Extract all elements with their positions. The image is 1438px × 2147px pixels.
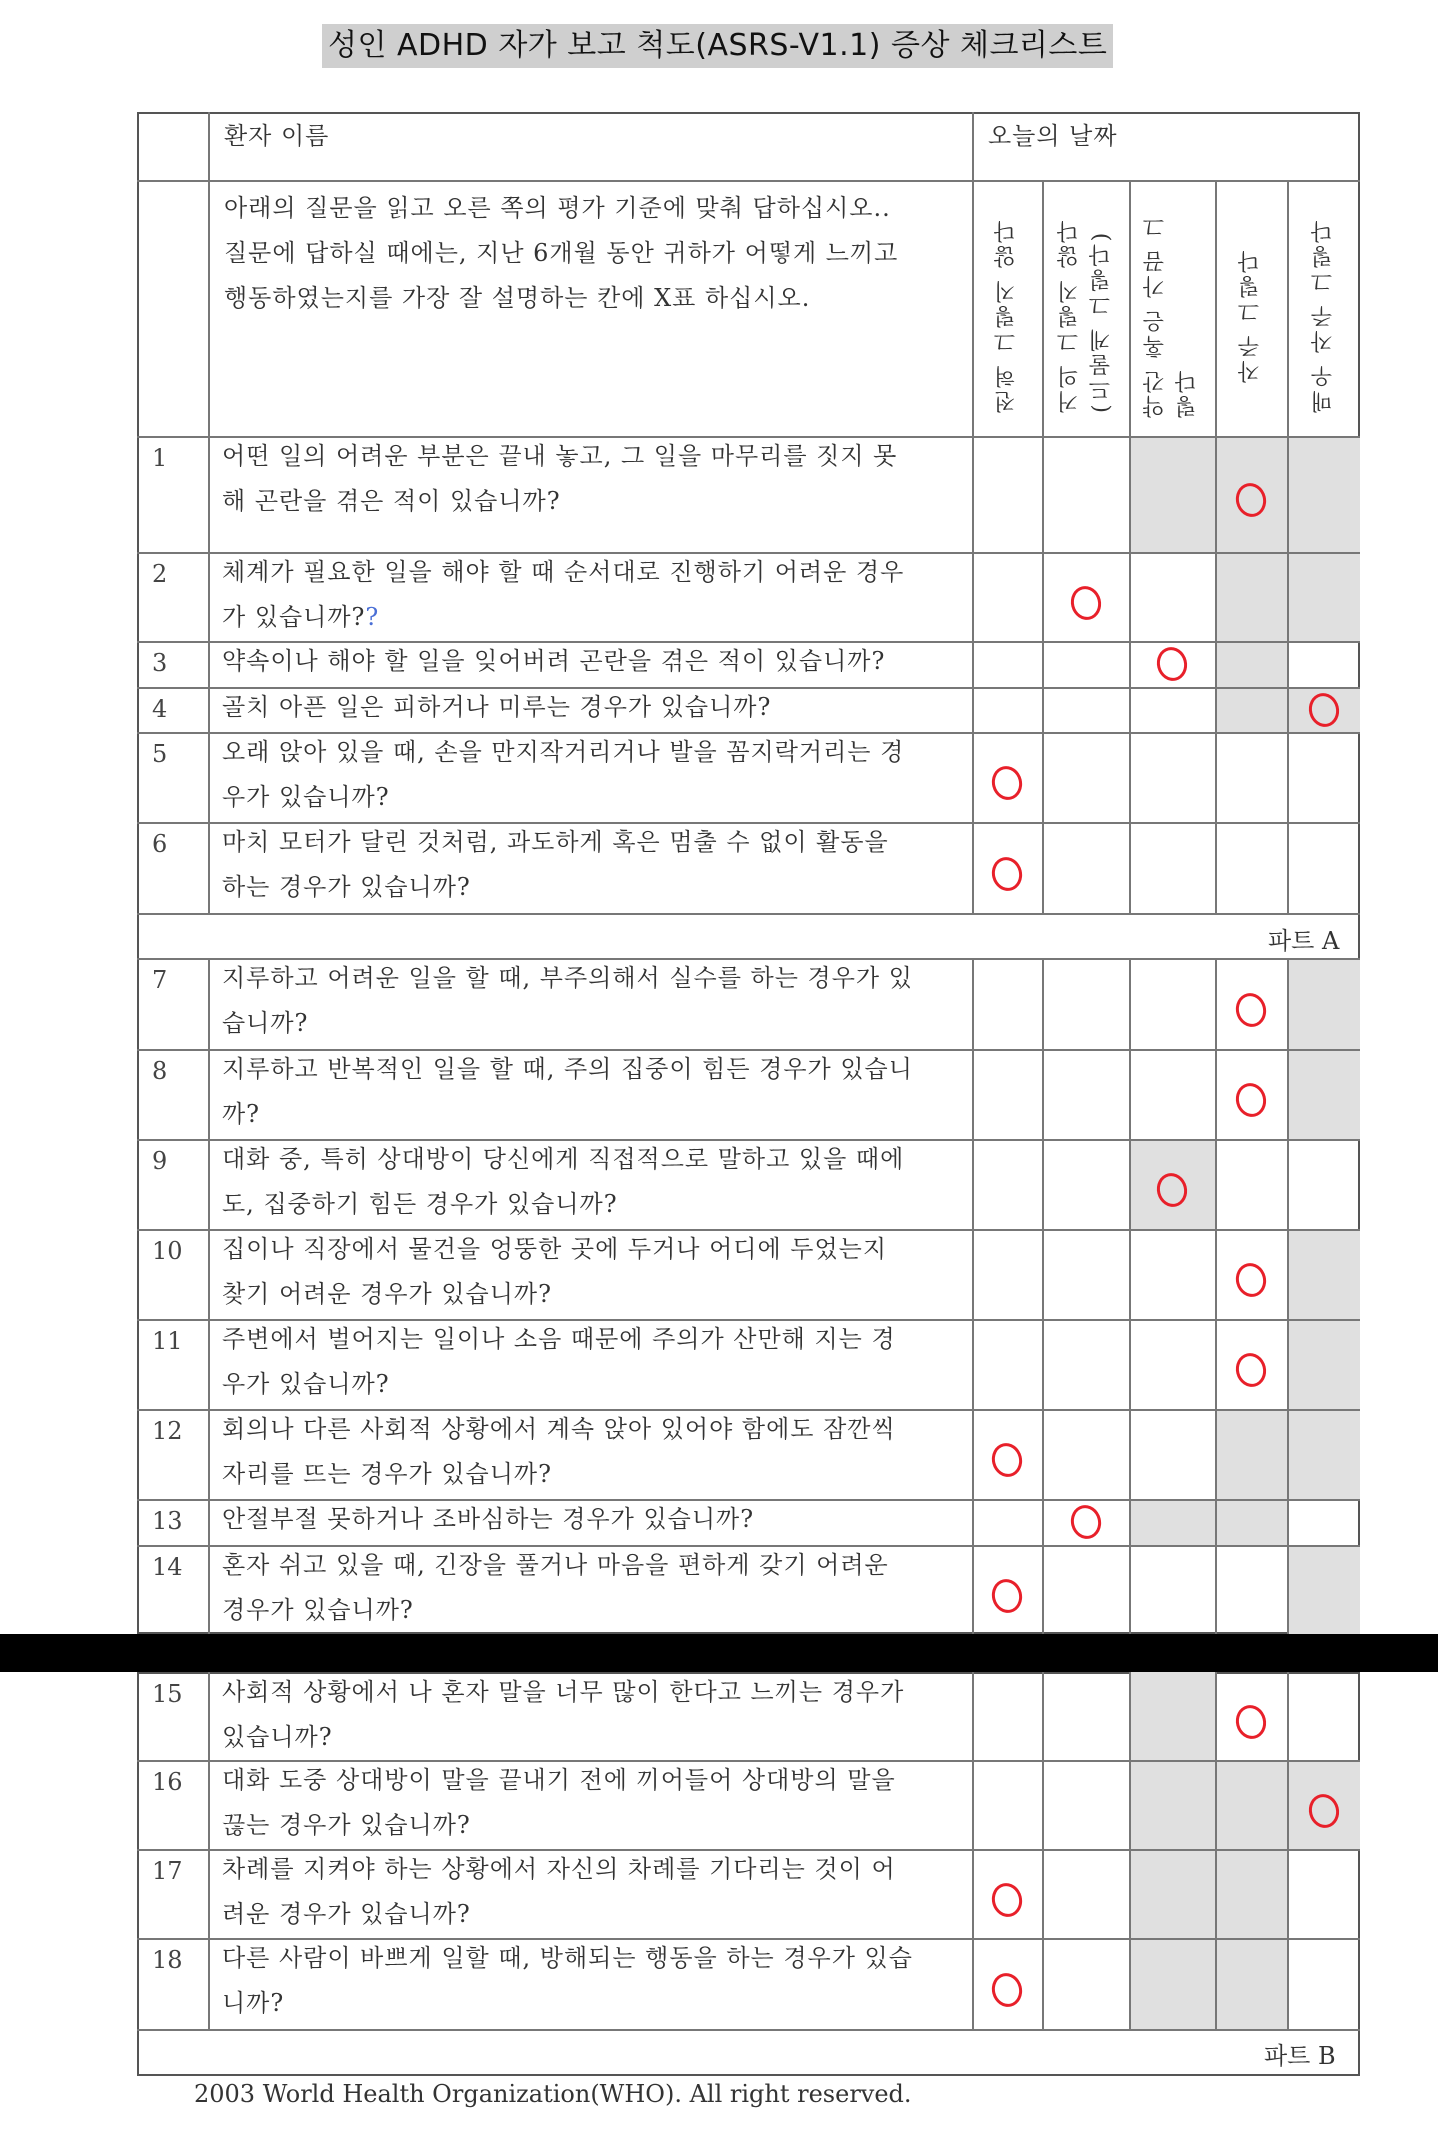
- question-number: 11: [152, 1327, 183, 1355]
- rating-column-header: [1287, 190, 1360, 440]
- question-number: 14: [152, 1553, 183, 1581]
- instruction-line: 행동하였는지를 가장 잘 설명하는 칸에 X표 하십시오.: [224, 284, 811, 312]
- shaded-cell: [1129, 1499, 1215, 1545]
- shaded-cell: [1215, 1938, 1287, 2029]
- question-number: 5: [152, 740, 168, 768]
- shaded-cell: [1215, 1760, 1287, 1849]
- column-divider: [1129, 1672, 1131, 2029]
- question-text: 찾기 어려운 경우가 있습니까?: [222, 1280, 552, 1308]
- document-title: 성인 ADHD 자가 보고 척도(ASRS-V1.1) 증상 체크리스트: [322, 24, 1113, 68]
- rating-column-label: 거의 그렇지 않다 (드물게 그렇다): [1056, 217, 1114, 413]
- shaded-cell: [1215, 641, 1287, 687]
- shaded-cell: [1287, 958, 1360, 1049]
- question-number: 18: [152, 1946, 183, 1974]
- question-number: 4: [152, 695, 168, 723]
- column-divider: [208, 958, 210, 1634]
- question-text: 차례를 지켜야 하는 상황에서 자신의 차례를 기다리는 것이 어: [222, 1855, 896, 1883]
- question-number: 2: [152, 560, 168, 588]
- question-number: 8: [152, 1057, 168, 1085]
- part-b-label: 파트 B: [1264, 2042, 1336, 2070]
- question-text: 혼자 쉬고 있을 때, 긴장을 풀거나 마음을 편하게 갖기 어려운: [222, 1551, 889, 1579]
- question-text: 회의나 다른 사회적 상황에서 계속 앉아 있어야 함에도 잠깐씩: [222, 1415, 896, 1443]
- question-text: 오래 앉아 있을 때, 손을 만지작거리거나 발을 꼼지락거리는 경: [222, 738, 905, 766]
- question-number: 15: [152, 1680, 183, 1708]
- rating-column-header: [1042, 190, 1129, 440]
- shaded-cell: [1215, 552, 1287, 641]
- question-number: 7: [152, 966, 168, 994]
- rating-column-label: 자주 그렇다: [1238, 247, 1263, 383]
- row-divider: [137, 180, 1360, 182]
- rating-column-header: [1215, 190, 1287, 440]
- question-text: 있습니까?: [222, 1723, 333, 1751]
- rating-column-label: 매우 자주 그렇다: [1310, 217, 1336, 413]
- question-text: 우가 있습니까?: [222, 1370, 390, 1398]
- question-text: 우가 있습니까?: [222, 783, 390, 811]
- question-number: 9: [152, 1147, 168, 1175]
- question-text: 해 곤란을 겪은 적이 있습니까?: [222, 487, 561, 515]
- column-divider: [1042, 958, 1044, 1634]
- shaded-cell: [1287, 1545, 1360, 1634]
- shaded-cell: [1287, 436, 1360, 552]
- shaded-cell: [1129, 436, 1215, 552]
- question-number: 6: [152, 830, 168, 858]
- question-text: 경우가 있습니까?: [222, 1596, 414, 1624]
- shaded-cell: [1287, 1319, 1360, 1409]
- shaded-cell: [1129, 1938, 1215, 2029]
- column-divider: [972, 1672, 974, 2029]
- column-divider: [1129, 958, 1131, 1634]
- question-text: 마치 모터가 달린 것처럼, 과도하게 혹은 멈출 수 없이 활동을: [222, 828, 889, 856]
- question-number: 17: [152, 1857, 183, 1885]
- shaded-cell: [1287, 1409, 1360, 1499]
- question-text: 사회적 상황에서 나 혼자 말을 너무 많이 한다고 느끼는 경우가: [222, 1678, 905, 1706]
- instruction-line: 질문에 답하실 때에는, 지난 6개월 동안 귀하가 어떻게 느끼고: [224, 239, 899, 267]
- question-number: 13: [152, 1507, 183, 1535]
- shaded-cell: [1129, 1672, 1215, 1760]
- question-text: 체계가 필요한 일을 해야 할 때 순서대로 진행하기 어려운 경우: [222, 558, 905, 586]
- row-divider: [137, 913, 1360, 915]
- row-divider: [137, 2029, 1360, 2031]
- question-number: 3: [152, 649, 168, 677]
- rating-column-label: 전혀 그렇지 않다: [994, 217, 1019, 413]
- shaded-cell: [1215, 1499, 1287, 1545]
- part-a-label: 파트 A: [1268, 927, 1340, 955]
- rating-column-header: [972, 190, 1042, 440]
- date-label: 오늘의 날짜: [988, 122, 1118, 150]
- question-text: 자리를 뜨는 경우가 있습니까?: [222, 1460, 552, 1488]
- question-text: 지루하고 반복적인 일을 할 때, 주의 집중이 힘든 경우가 있습니: [222, 1055, 913, 1083]
- column-divider: [1215, 1672, 1217, 2029]
- shaded-cell: [1287, 1229, 1360, 1319]
- redaction-bar: [0, 1634, 1438, 1672]
- question-text: 가 있습니까??: [222, 603, 380, 631]
- question-number: 16: [152, 1768, 183, 1796]
- question-text: 대화 도중 상대방이 말을 끝내기 전에 끼어들어 상대방의 말을: [222, 1766, 896, 1794]
- rating-column-label: 약간 혹은 가끔 그 렇다: [1143, 212, 1200, 418]
- instruction-line: 아래의 질문을 읽고 오른 쪽의 평가 기준에 맞춰 답하십시오..: [224, 194, 891, 222]
- shaded-cell: [1215, 1409, 1287, 1499]
- question-text: 려운 경우가 있습니까?: [222, 1900, 471, 1928]
- shaded-cell: [1129, 1760, 1215, 1849]
- column-divider: [1287, 958, 1289, 1634]
- column-divider: [208, 112, 210, 913]
- shaded-cell: [1129, 1849, 1215, 1938]
- question-text: 까?: [222, 1100, 261, 1128]
- question-text: 대화 중, 특히 상대방이 당신에게 직접적으로 말하고 있을 때에: [222, 1145, 905, 1173]
- question-suffix: ?: [365, 603, 380, 631]
- shaded-cell: [1215, 1849, 1287, 1938]
- question-text: 안절부절 못하거나 조바심하는 경우가 있습니까?: [222, 1505, 755, 1533]
- shaded-cell: [1287, 552, 1360, 641]
- question-text: 골치 아픈 일은 피하거나 미루는 경우가 있습니까?: [222, 693, 772, 721]
- shaded-cell: [1215, 687, 1287, 732]
- question-text: 도, 집중하기 힘든 경우가 있습니까?: [222, 1190, 618, 1218]
- column-divider: [1042, 1672, 1044, 2029]
- question-text: 집이나 직장에서 물건을 엉뚱한 곳에 두거나 어디에 두었는지: [222, 1235, 888, 1263]
- patient-name-label: 환자 이름: [224, 122, 330, 150]
- question-text: 하는 경우가 있습니까?: [222, 873, 471, 901]
- question-text: 약속이나 해야 할 일을 잊어버려 곤란을 겪은 적이 있습니까?: [222, 647, 886, 675]
- question-text: 끊는 경우가 있습니까?: [222, 1811, 471, 1839]
- shaded-cell: [1287, 1049, 1360, 1139]
- question-number: 1: [152, 444, 168, 472]
- question-text: 습니까?: [222, 1009, 309, 1037]
- question-text: 어떤 일의 어려운 부분은 끝내 놓고, 그 일을 마무리를 짓지 못: [222, 442, 898, 470]
- question-text: 니까?: [222, 1989, 285, 2017]
- column-divider: [972, 958, 974, 1634]
- question-text: 주변에서 벌어지는 일이나 소음 때문에 주의가 산만해 지는 경: [222, 1325, 896, 1353]
- column-divider: [1215, 958, 1217, 1634]
- question-text: 지루하고 어려운 일을 할 때, 부주의해서 실수를 하는 경우가 있: [222, 964, 913, 992]
- question-number: 12: [152, 1417, 183, 1445]
- column-divider: [208, 1672, 210, 2029]
- column-divider: [1287, 1672, 1289, 2029]
- copyright-footer: 2003 World Health Organization(WHO). All right reserved.: [194, 2080, 912, 2108]
- rating-column-header: [1129, 190, 1215, 440]
- question-number: 10: [152, 1237, 183, 1265]
- question-text: 다른 사람이 바쁘게 일할 때, 방해되는 행동을 하는 경우가 있습: [222, 1944, 913, 1972]
